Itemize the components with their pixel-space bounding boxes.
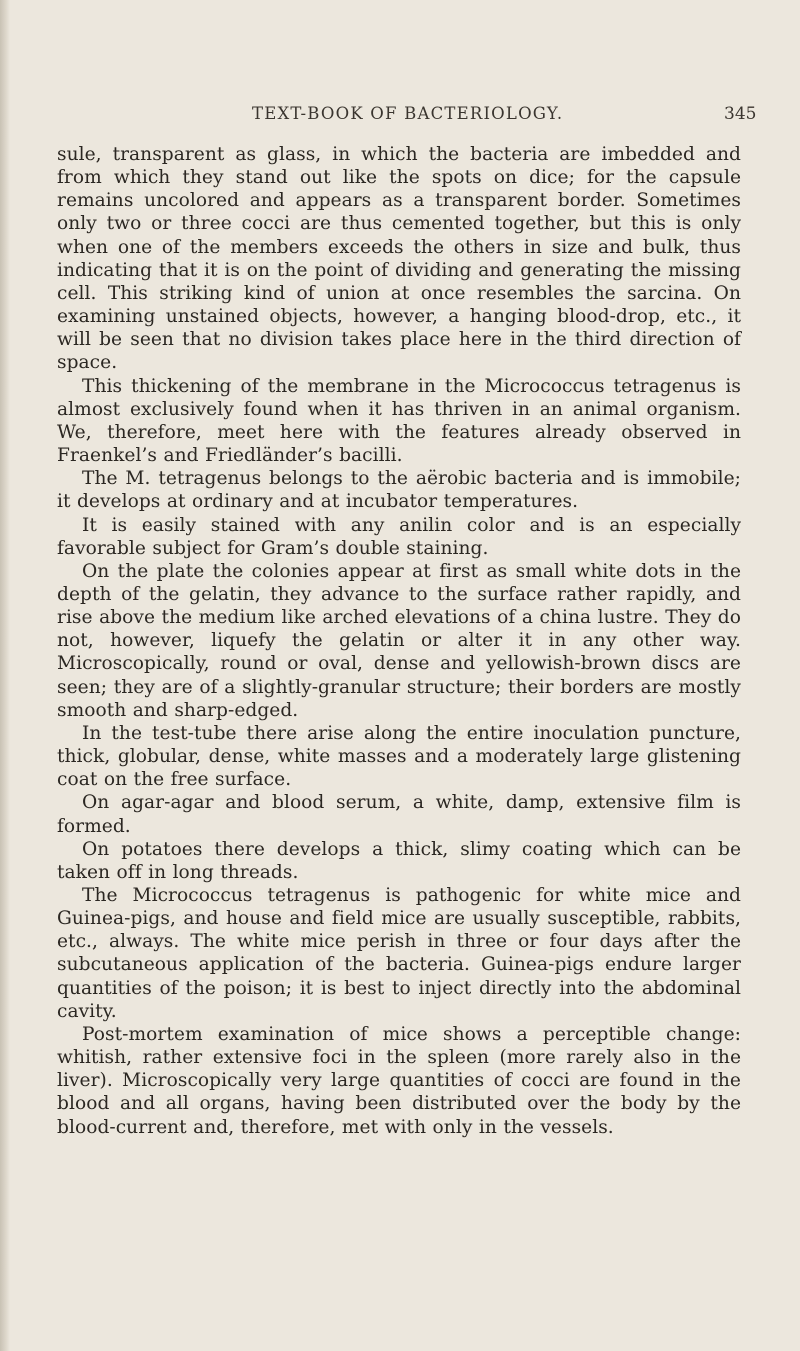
- paragraph-agar: On agar-agar and blood serum, a white, damp, extensive film is formed.: [57, 792, 741, 837]
- running-head: [0, 104, 800, 134]
- page-binding-edge: [0, 0, 10, 1351]
- paragraph-potatoes: On potatoes there develops a thick, slimy coating which can be taken off in long threads.: [57, 838, 741, 883]
- paragraph-staining: It is easily stained with any anilin color and is an especially favorable subject for Gram’s double staining.: [57, 514, 741, 559]
- paragraph-post-mortem: Post-mortem examination of mice shows a perceptible change: whitish, rather extensive foci in the spleen (more rarely also in the liver). Microscopically very large quantities of cocci are found in the blood and all organs, having been distributed over the body by the blood-current and, therefore, met with only in the vessels.: [57, 1023, 741, 1138]
- running-title: TEXT-BOOK OF BACTERIOLOGY.: [252, 104, 564, 123]
- paragraph-capsule-continuation: sule, transparent as glass, in which the bacteria are imbedded and from which they stand out like the spots on dice; for the capsule remains uncolored and appears as a transparent border. Sometimes only two or three cocci are thus cemented together, but this is only when one of the members exceeds the others in size and bulk, thus indicating that it is on the point of dividing and generating the missing cell. This striking kind of union at once resembles the sarcina. On examining unstained objects, however, a hanging blood-drop, etc., it will be seen that no division takes place here in the third direction of space.: [57, 144, 741, 374]
- page-number: 345: [724, 104, 757, 124]
- paragraph-test-tube: In the test-tube there arise along the entire inoculation puncture, thick, globular, dense, white masses and a moderately large glistening coat on the free surface.: [57, 722, 741, 791]
- paragraph-membrane-thickening: This thickening of the membrane in the Micrococcus tetragenus is almost exclusively found when it has thriven in an animal organism. We, therefore, meet here with the features already observed in Fraenkel’s and Friedländer’s bacilli.: [57, 375, 741, 467]
- paragraph-aerobic: The M. tetragenus belongs to the aërobic bacteria and is immobile; it develops at ordinary and at incubator temperatures.: [57, 468, 741, 513]
- paragraph-plate-colonies: On the plate the colonies appear at first as small white dots in the depth of the gelatin, they advance to the surface rather rapidly, and rise above the medium like arched elevations of a china lustre. They do not, however, liquefy the gelatin or alter it in any other way. Microscopically, round or oval, dense and yellowish-brown discs are seen; they are of a slightly-granular structure; their borders are mostly smooth and sharp-edged.: [57, 560, 741, 721]
- paragraph-pathogenicity: The Micrococcus tetragenus is pathogenic for white mice and Guinea-pigs, and house and field mice are usually susceptible, rabbits, etc., always. The white mice perish in three or four days after the subcutaneous application of the bacteria. Guinea-pigs endure larger quantities of the poison; it is best to inject directly into the abdominal cavity.: [57, 885, 741, 1022]
- body-text: [57, 143, 741, 1139]
